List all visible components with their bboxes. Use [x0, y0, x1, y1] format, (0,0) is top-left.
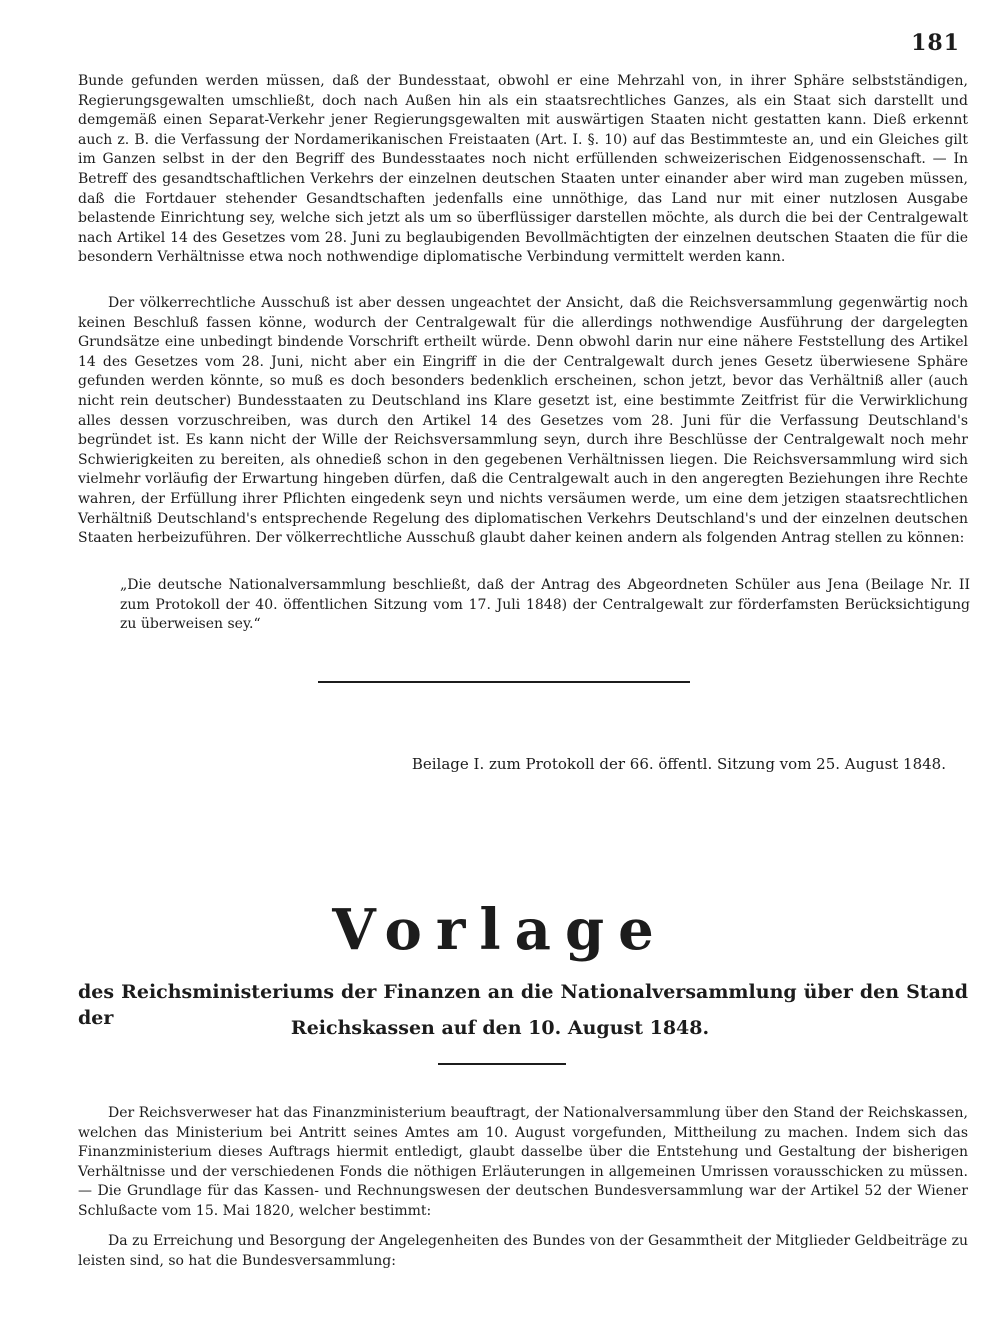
paragraph-4: Da zu Erreichung und Besorgung der Angelegenheiten des Bundes von der Gesammtheit der Mitglieder Geldbeiträge zu leisten sind, so hat die Bundesversammlung:	[78, 1233, 968, 1269]
paragraph-1-block	[78, 72, 968, 268]
document-title: Vorlage	[332, 897, 668, 963]
page-number: 181	[911, 30, 960, 56]
title-divider	[438, 1063, 566, 1065]
document-subtitle-line-2: Reichskassen auf den 10. August 1848.	[290, 1017, 710, 1039]
document-subtitle-line-1: des Reichsministeriums der Finanzen an die Nationalversammlung über den Stand der	[78, 981, 968, 1029]
paragraph-3: Der Reichsverweser hat das Finanzministerium beauftragt, der Nationalversammlung über den Stand der Reichskassen, welchen das Ministerium bei Antritt seines Amtes am 10. August vorgefunden, Mittheilung zu machen. Indem sich das Finanzministerium dieses Auftrags hiermit entledigt, glaubt dasselbe über die Entstehung und Gestaltung der bisherigen Verhältnisse und der verschiedenen Fonds die nöthigen Erläuterungen in allgemeinen Umrissen vorausschicken zu müssen. — Die Grundlage für das Kassen- und Rechnungswesen der deutschen Bundesversammlung war der Artikel 52 der Wiener Schlußacte vom 15. Mai 1820, welcher bestimmt:	[78, 1105, 968, 1219]
paragraph-2: Der völkerrechtliche Ausschuß ist aber dessen ungeachtet der Ansicht, daß die Reichsversammlung gegenwärtig noch keinen Beschluß fassen könne, wodurch der Centralgewalt für die allerdings nothwendige Ausführung der dargelegten Grundsätze eine unbedingt bindende Vorschrift ertheilt würde. Denn obwohl darin nur eine nähere Feststellung des Artikel 14 des Gesetzes vom 28. Juni, nicht aber ein Eingriff in die der Centralgewalt durch jenes Gesetz überwiesene Sphäre gefunden werden könnte, so muß es doch besonders bedenklich erscheinen, schon jetzt, bevor das Verhältniß aller (auch nicht rein deutscher) Bundesstaaten zu Deutschland ins Klare gesetzt ist, eine bestimmte Zeitfrist für die Verwirklichung alles dessen vorzuschreiben, was durch den Artikel 14 des Gesetzes vom 28. Juni für die Verfassung Deutschland's begründet ist. Es kann nicht der Wille der Reichsversammlung seyn, durch ihre Beschlüsse der Centralgewalt noch mehr Schwierigkeiten zu bereiten, als ohnedieß schon in den gegebenen Verhältnissen liegen. Die Reichsversammlung wird sich vielmehr vorläufig der Erwartung hingeben dürfen, daß die Centralgewalt auch in den angeregten Beziehungen ihre Rechte wahren, der Erfüllung ihrer Pflichten eingedenk seyn und nichts versäumen werde, um eine dem jetzigen staatsrechtlichen Verhältniß Deutschland's entsprechende Regelung des diplomatischen Verkehrs Deutschland's und der einzelnen deutschen Staaten herbeizuführen. Der völkerrechtliche Ausschuß glaubt daher keinen andern als folgenden Antrag stellen zu können:	[78, 295, 968, 547]
paragraph-4-block	[78, 1232, 968, 1271]
paragraph-1: Bunde gefunden werden müssen, daß der Bundesstaat, obwohl er eine Mehrzahl von, in ihrer Sphäre selbstständigen, Regierungsgewalten umschließt, doch nach Außen hin als ein staatsrechtliches Ganzes, als ein Staat sich darstellt und demgemäß einen Separat-Verkehr jener Regierungsgewalten mit auswärtigen Staaten nicht gestatten kann. Dieß erkennt auch z. B. die Verfassung der Nordamerikanischen Freistaaten (Art. I. §. 10) auf das Bestimmteste an, und ein Gleiches gilt im Ganzen selbst in der den Begriff des Bundesstaates noch nicht erfüllenden schweizerischen Eidgenossenschaft. — In Betreff des gesandtschaftlichen Verkehrs der einzelnen deutschen Staaten unter einander aber wird man zugeben müssen, daß die Fortdauer stehender Gesandtschaften jedenfalls eine unnöthige, das Land nur mit einer nutzlosen Ausgabe belastende Einrichtung sey, welche sich jetzt als um so überflüssiger darstellen möchte, als durch die bei der Centralgewalt nach Artikel 14 des Gesetzes vom 28. Juni zu beglaubigenden Bevollmächtigten der einzelnen deutschen Staaten die für die besondern Verhältnisse etwa noch nothwendige diplomatische Verbindung vermittelt werden kann.	[78, 73, 968, 266]
paragraph-3-block	[78, 1104, 968, 1222]
paragraph-2-block	[78, 294, 968, 549]
appendix-heading: Beilage I. zum Protokoll der 66. öffentl. Sitzung vom 25. August 1848.	[411, 755, 946, 773]
section-divider	[318, 681, 690, 683]
motion-quote: „Die deutsche Nationalversammlung beschließt, daß der Antrag des Abgeordneten Schüler aus Jena (Beilage Nr. II zum Protokoll der 40. öffentlichen Sitzung vom 17. Juli 1848) der Centralgewalt zur förderfamsten Berücksichtigung zu überweisen sey.“	[120, 577, 970, 633]
